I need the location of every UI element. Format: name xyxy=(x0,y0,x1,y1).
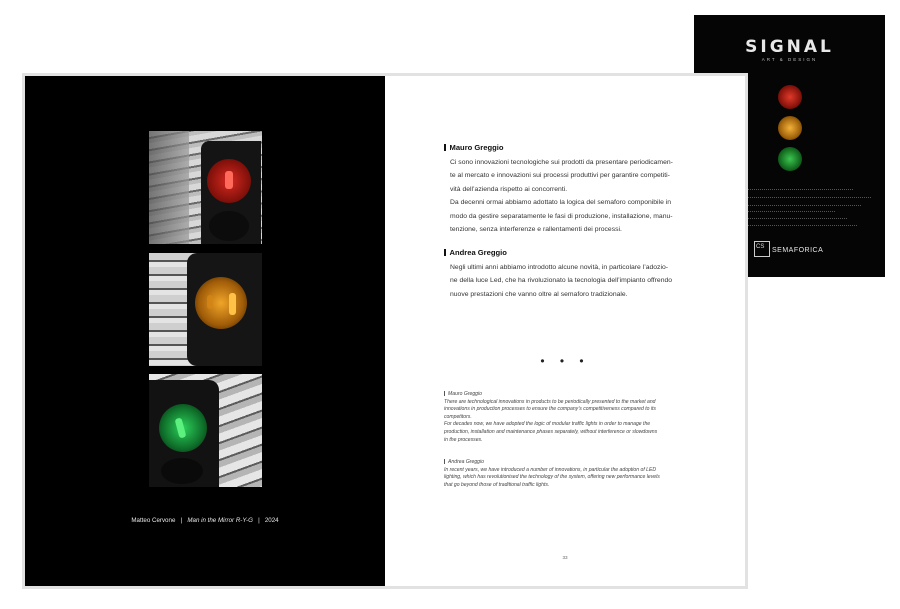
text-line: that go beyond those of traditional traffic lights. xyxy=(444,481,550,488)
section-name: Mauro Greggio xyxy=(444,143,689,152)
photo-green-light xyxy=(149,374,262,487)
text-line: innovations in production processes to ensure the company’s competitiveness compared to its xyxy=(444,406,656,413)
english-section-mauro xyxy=(444,391,689,444)
cover-brand-mark-text: CS xyxy=(756,244,765,250)
english-name: Andrea Greggio xyxy=(444,459,689,467)
text-line: In recent years, we have introduced a number of innovations, in particular the adoption of LED xyxy=(444,466,657,473)
text-line: There are technological innovations in products to be periodically presented to the market and xyxy=(444,398,656,405)
left-page xyxy=(25,76,385,586)
photo-caption xyxy=(25,517,385,524)
caption-year: 2024 xyxy=(264,517,279,524)
text-line: Ci sono innovazioni tecnologiche sui prodotti da presentare periodicamen- xyxy=(450,159,673,166)
text-line: ne della luce Led, che ha rivoluzionato la tecnologia dell’impianto offrendo xyxy=(450,277,673,285)
text-line: production, installation and maintenance phases separately, without interference or slowdowns xyxy=(444,428,658,435)
text-line: in the processes. xyxy=(444,436,483,443)
photo-amber-light xyxy=(149,253,262,366)
english-section-andrea xyxy=(444,459,689,489)
cover-logo: SIGNAL xyxy=(745,37,834,57)
text-line: vità dell’azienda rispetto ai concorrenti. xyxy=(450,185,568,193)
section-name: Andrea Greggio xyxy=(444,248,689,257)
cover-amber-light xyxy=(778,116,802,140)
right-page xyxy=(385,76,745,586)
text-line: nuove prestazioni che vanno oltre al semaforo tradizionale. xyxy=(450,290,628,298)
section-separator-dots: • • • xyxy=(540,354,590,368)
book-spread xyxy=(22,73,748,589)
text-line: tenzione, senza interferenze e rallentamenti dei processi. xyxy=(450,226,622,234)
text-line: Da decenni ormai abbiamo adottato la logica del semaforo componibile in xyxy=(450,199,672,207)
cover-logo-subtitle: ART & DESIGN xyxy=(761,57,818,62)
caption-separator: | xyxy=(258,517,260,524)
section-text xyxy=(444,156,689,236)
cover-green-light xyxy=(778,147,802,171)
caption-title: Man in the Mirror R-Y-G xyxy=(187,517,253,524)
section-mauro-greggio xyxy=(444,143,689,236)
cover-brand-text: SEMAFORICA xyxy=(772,247,824,254)
text-line: te al mercato e innovazioni sui processi produttivi per garantire competiti- xyxy=(450,172,670,180)
section-andrea-greggio xyxy=(444,248,689,301)
caption-author: Matteo Cervone xyxy=(131,517,176,524)
page-number: 33 xyxy=(562,555,568,560)
caption-separator: | xyxy=(180,517,183,524)
text-line: lighting, which has revolutionised the technology of the system, offering new performance levels xyxy=(444,474,660,481)
english-name: Mauro Greggio xyxy=(444,391,689,399)
section-text xyxy=(444,261,689,301)
text-line: For decades now, we have adopted the logic of modular traffic lights in order to manage the xyxy=(444,421,651,428)
text-line: modo da gestire separatamente le fasi di produzione, installazione, manu- xyxy=(450,212,673,220)
text-line: Negli ultimi anni abbiamo introdotto alcune novità, in particolare l’adozio- xyxy=(450,264,668,271)
photo-red-light xyxy=(149,131,262,244)
cover-brand-mark xyxy=(754,241,770,257)
text-line: competitors. xyxy=(444,413,472,420)
cover-brand xyxy=(772,247,823,254)
cover-red-light xyxy=(778,85,802,109)
